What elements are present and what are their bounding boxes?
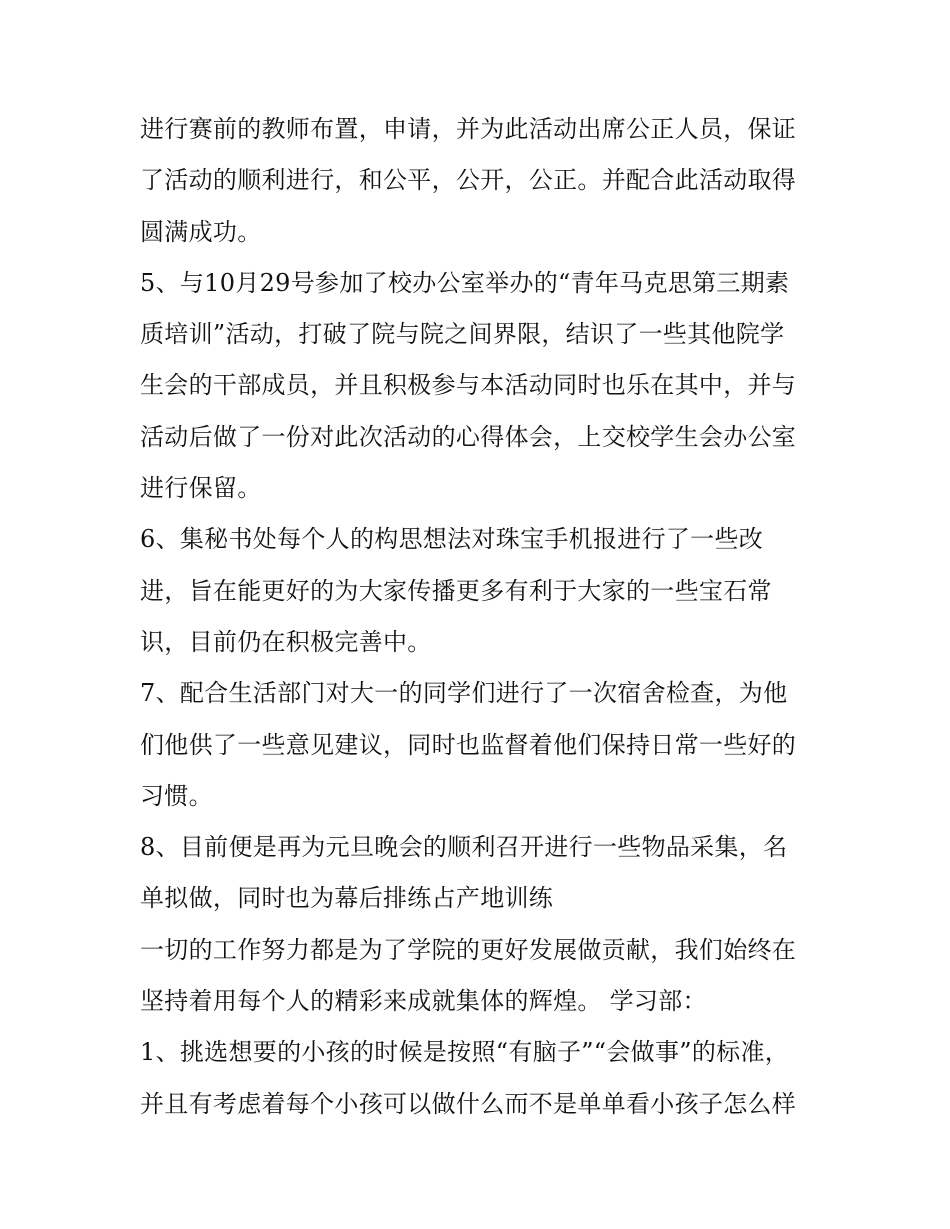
text-line: 进行保留。 <box>140 474 262 503</box>
text-line: 生会的干部成员，并且积极参与本活动同时也乐在其中，并与 <box>140 371 797 400</box>
text-line: 进，旨在能更好的为大家传播更多有利于大家的一些宝石常 <box>140 576 772 605</box>
text-line: 一切的工作努力都是为了学院的更好发展做贡献，我们始终在 <box>140 935 797 964</box>
text-line: 7、配合生活部门对大一的同学们进行了一次宿舍检查，为他 <box>140 679 788 708</box>
text-line: 了活动的顺利进行，和公平，公开，公正。并配合此活动取得 <box>140 166 797 195</box>
text-line: 进行赛前的教师布置，申请，并为此活动出席公正人员，保证 <box>140 115 797 143</box>
text-line: 1、挑选想要的小孩的时候是按照“有脑子”“会做事”的标准， <box>140 1038 790 1067</box>
text-line: 8、目前便是再为元旦晚会的顺利召开进行一些物品采集，名 <box>140 833 788 862</box>
text-body <box>140 104 830 1130</box>
text-line: 坚持着用每个人的精彩来成就集体的辉煌。 学习部： <box>140 987 707 1016</box>
text-line: 活动后做了一份对此次活动的心得体会，上交校学生会办公室 <box>140 422 797 451</box>
text-line: 圆满成功。 <box>140 217 262 246</box>
text-line: 习惯。 <box>140 781 213 810</box>
text-line: 并且有考虑着每个小孩可以做什么而不是单单看小孩子怎么样 <box>140 1089 797 1118</box>
text-line: 5、与10月29号参加了校办公室举办的“青年马克思第三期素 <box>140 268 790 297</box>
text-line: 单拟做，同时也为幕后排练占产地训练 <box>140 884 554 913</box>
text-line: 质培训”活动，打破了院与院之间界限，结识了一些其他院学 <box>140 320 785 349</box>
text-line: 6、集秘书处每个人的构思想法对珠宝手机报进行了一些改 <box>140 525 764 554</box>
text-line: 们他供了一些意见建议，同时也监督着他们保持日常一些好的 <box>140 730 797 759</box>
text-line: 识，目前仍在积极完善中。 <box>140 627 432 656</box>
